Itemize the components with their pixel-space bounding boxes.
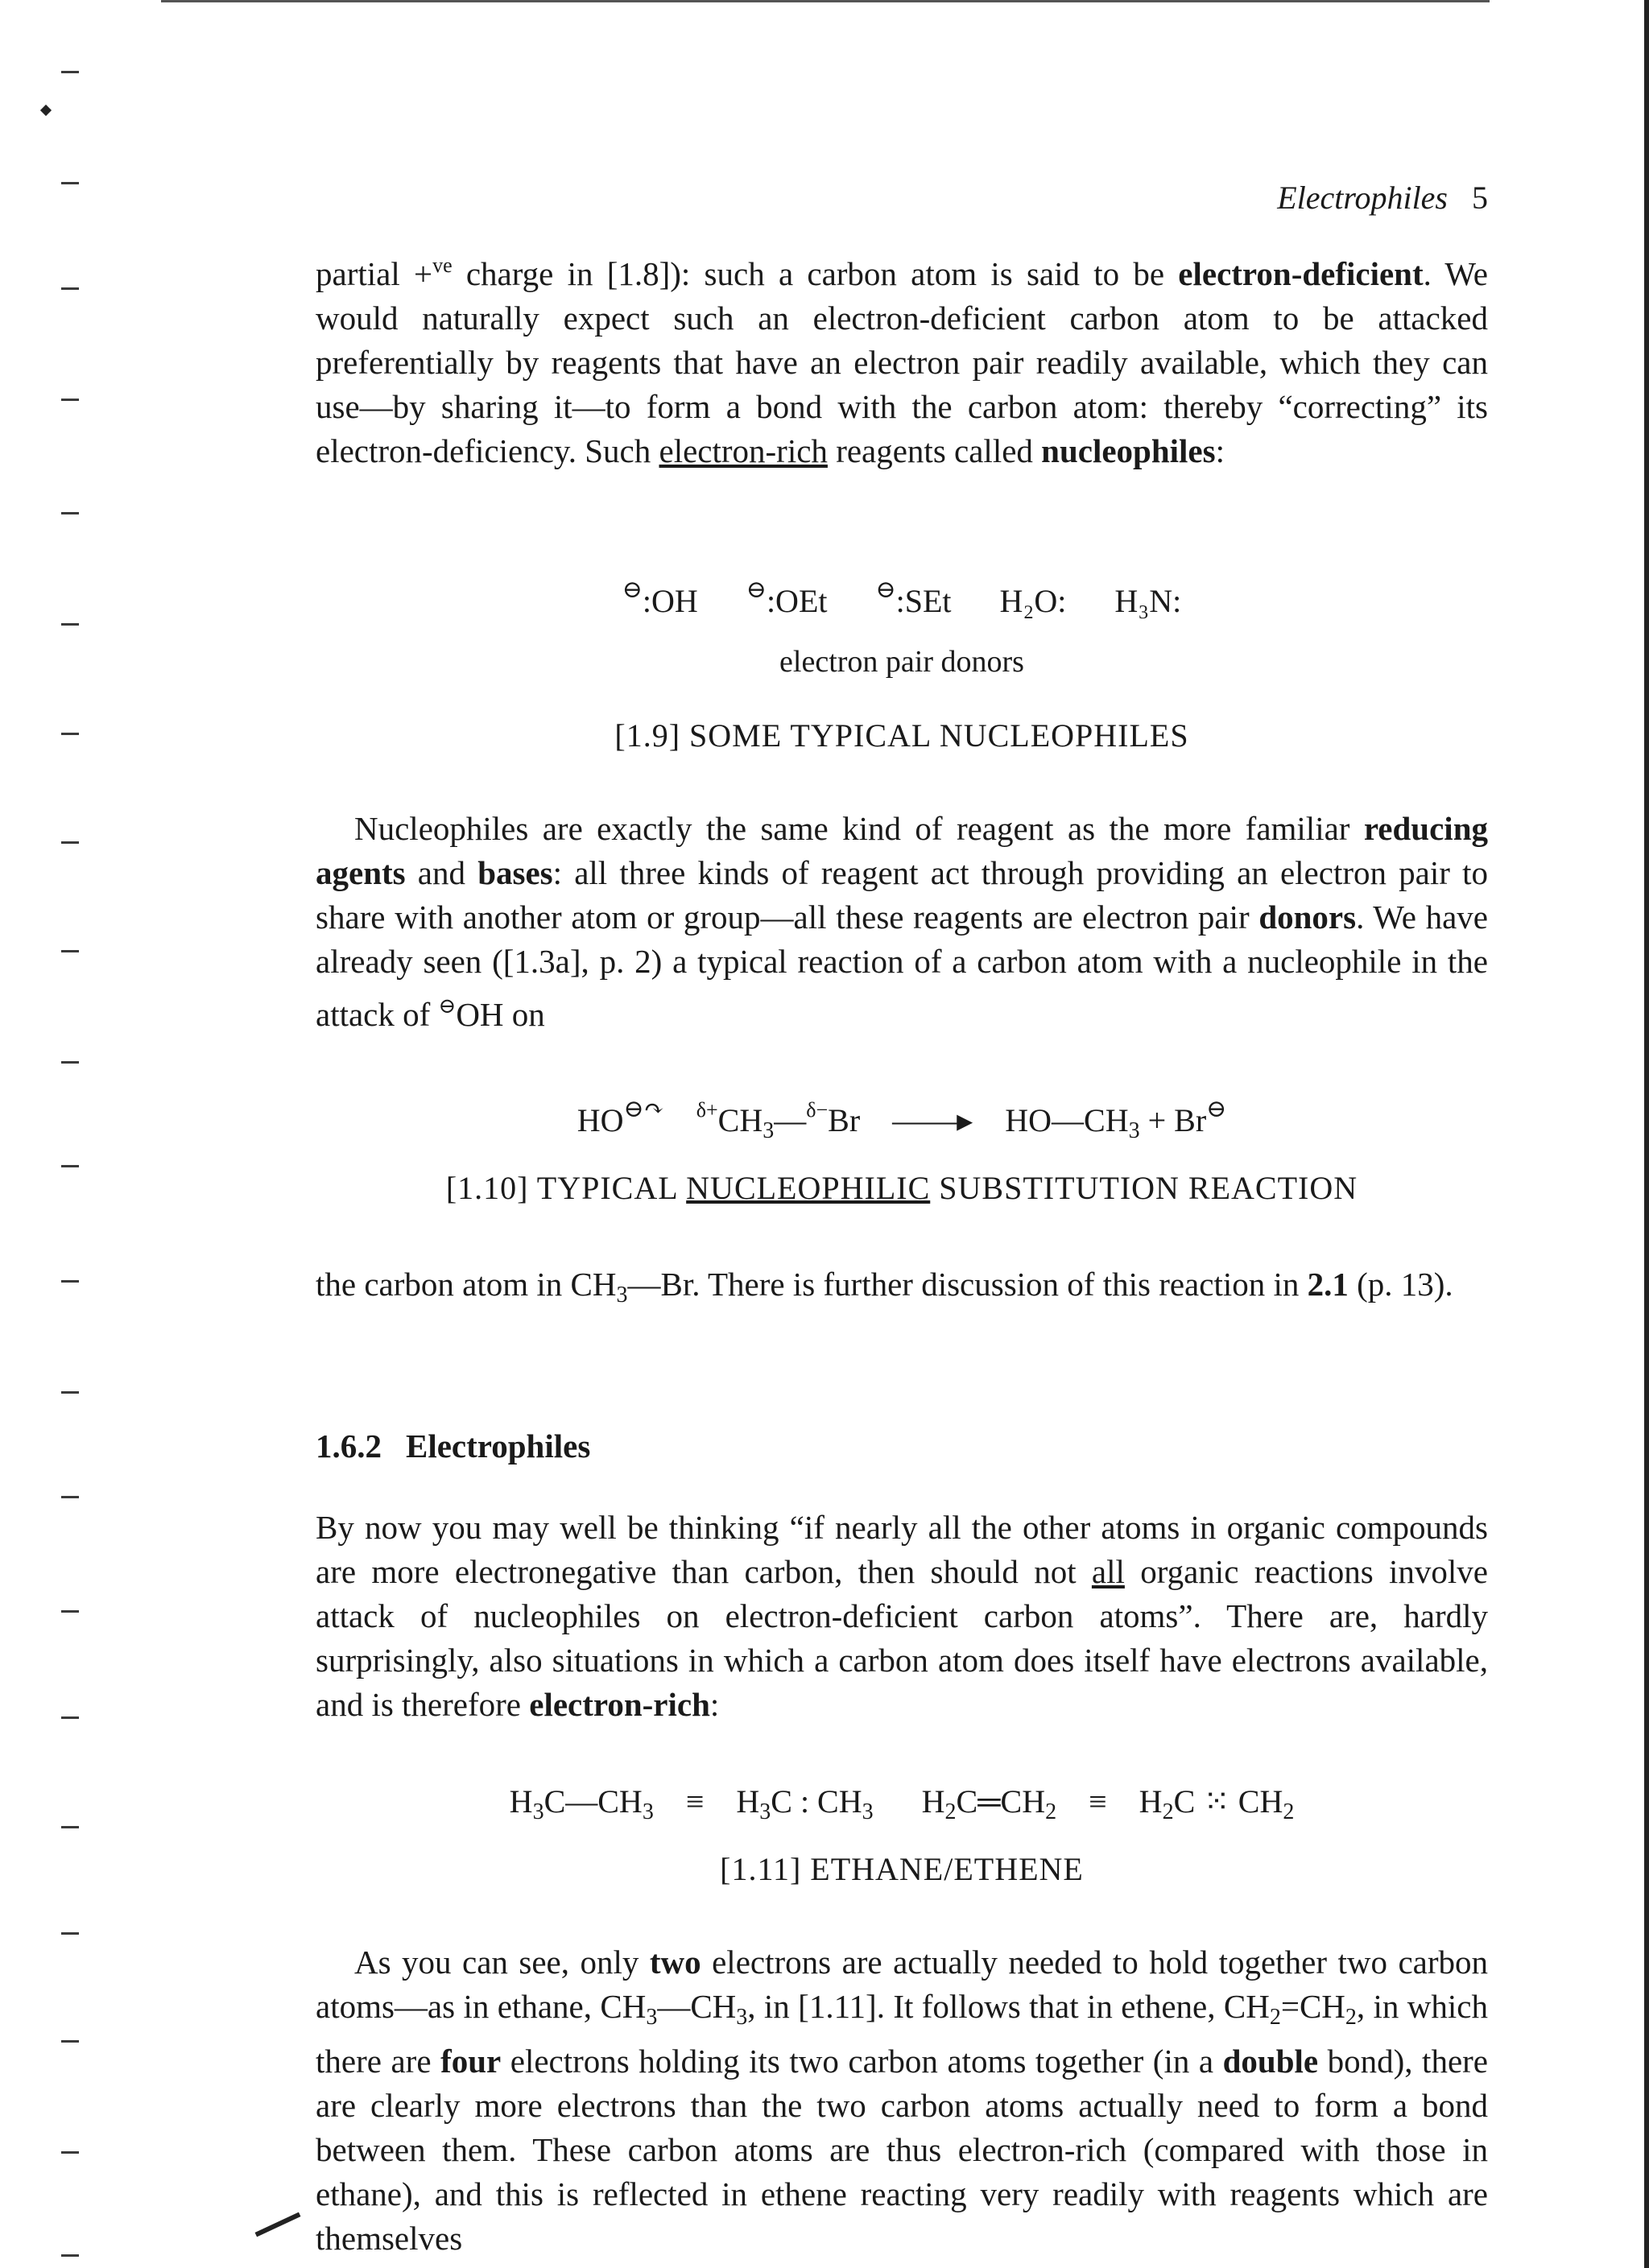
formula-ethene: C═CH bbox=[956, 1783, 1046, 1820]
caption-text: SUBSTITUTION REACTION bbox=[930, 1170, 1358, 1206]
subscript: 3 bbox=[1128, 1118, 1140, 1143]
negative-charge-icon: ⊖ bbox=[623, 1096, 644, 1122]
text-run: reagents called bbox=[827, 432, 1042, 469]
scan-edge-mark bbox=[61, 841, 79, 844]
scan-edge-mark bbox=[61, 2040, 79, 2043]
formula-water: H₂O: bbox=[999, 583, 1067, 619]
reactant-hydroxide: HO bbox=[577, 1102, 624, 1138]
subscript: 3 bbox=[736, 2005, 748, 2030]
scan-edge-mark bbox=[61, 1391, 79, 1394]
equivalence-icon: ≡ bbox=[685, 1783, 705, 1820]
subscript: 3 bbox=[759, 1799, 771, 1824]
reactant-methyl: CH bbox=[717, 1102, 763, 1138]
formula-ethane: H bbox=[509, 1783, 533, 1820]
text-run: =CH bbox=[1280, 1988, 1345, 2025]
caption-text: [1.10] TYPICAL bbox=[445, 1170, 687, 1206]
formula-hydroxide: :OH bbox=[642, 583, 698, 619]
text-run: : all three kinds of reagent act through providing an electron pair to share with another atom or group—all these reagents are electron pair bbox=[316, 854, 1489, 936]
scan-edge-mark bbox=[61, 1932, 79, 1935]
negative-charge-icon: ⊖ bbox=[1206, 1096, 1227, 1122]
scan-edge-mark bbox=[61, 1826, 79, 1828]
scan-edge-mark bbox=[61, 1496, 79, 1498]
scan-edge-mark bbox=[61, 1610, 79, 1613]
term-donors: donors bbox=[1258, 899, 1357, 936]
formula-ethoxide: :OEt bbox=[766, 583, 828, 619]
reaction-arrow-icon: ——▸ bbox=[892, 1102, 973, 1138]
bond-dash: — bbox=[774, 1102, 807, 1138]
text-run: —CH bbox=[657, 1988, 737, 2025]
negative-charge-icon: ⊖ bbox=[746, 576, 767, 603]
formula-ethanethiolate: :SEt bbox=[895, 583, 952, 619]
term-bases: bases bbox=[477, 854, 553, 891]
text-run: charge in [1.8]): such a carbon atom is said to be bbox=[452, 255, 1179, 292]
text-run: electrons are actually needed to hold together two carbon atoms—as in ethane, CH bbox=[316, 1944, 1488, 2025]
caption-underlined: NUCLEOPHILIC bbox=[686, 1170, 931, 1206]
product-methanol: HO—CH bbox=[1005, 1102, 1129, 1138]
paragraph-ethene bbox=[316, 1940, 1488, 2261]
substitution-equation bbox=[316, 1095, 1488, 1144]
scan-edge-mark bbox=[61, 1280, 79, 1283]
running-head-title: Electrophiles bbox=[1277, 180, 1448, 216]
text-run: : bbox=[1215, 432, 1225, 469]
text-run: and bbox=[405, 854, 478, 891]
scan-edge-mark bbox=[61, 71, 79, 73]
formula-ethene-dot: H bbox=[1139, 1783, 1163, 1820]
scan-edge-mark bbox=[61, 512, 79, 514]
underlined-electron-rich: electron-rich bbox=[659, 432, 828, 469]
text-run: , in [1.11]. It follows that in ethene, CH bbox=[747, 1988, 1270, 2025]
paragraph-electron-deficient bbox=[316, 243, 1488, 473]
formula-ethene: H bbox=[921, 1783, 945, 1820]
pen-stroke-mark bbox=[255, 2212, 301, 2237]
text-run: the carbon atom in CH bbox=[316, 1266, 617, 1303]
text-run: bond), there are clearly more electrons than the two carbon atoms actually need to form a bond between them. These carbon atoms are thus electron-rich (compared with those in ethane), and this is reflected in ethene reacting very readily with reagents which are themselves bbox=[316, 2043, 1488, 2257]
subscript: 3 bbox=[646, 2005, 658, 2030]
negative-charge-icon: ⊖ bbox=[875, 576, 896, 603]
text-run: partial + bbox=[316, 255, 433, 292]
section-title: Electrophiles bbox=[406, 1427, 591, 1464]
nucleophile-sublabel: electron pair donors bbox=[779, 645, 1024, 679]
product-bromide: + Br bbox=[1139, 1102, 1207, 1138]
subscript: 2 bbox=[1345, 2005, 1357, 2030]
figure-caption-1-9: [1.9] SOME TYPICAL NUCLEOPHILES bbox=[614, 717, 1189, 754]
section-heading bbox=[316, 1427, 590, 1465]
term-electron-rich: electron-rich bbox=[529, 1686, 710, 1723]
scan-edge-mark bbox=[61, 287, 79, 290]
reactant-bromine: Br bbox=[828, 1102, 861, 1138]
text-run: By now you may well be thinking “if nearly all the other atoms in organic compounds are more electronegative than carbon, then should not bbox=[316, 1509, 1488, 1590]
term-two: two bbox=[649, 1944, 701, 1981]
paragraph-nucleophiles bbox=[316, 807, 1488, 1037]
term-double: double bbox=[1222, 2043, 1319, 2080]
term-nucleophiles: nucleophiles bbox=[1041, 432, 1216, 469]
text-run: electrons holding its two carbon atoms together (in a bbox=[501, 2043, 1223, 2080]
ethane-ethene-formulas bbox=[316, 1783, 1488, 1825]
formula-ethane-dot: H bbox=[736, 1783, 760, 1820]
scan-edge-mark bbox=[61, 950, 79, 952]
subscript: 3 bbox=[862, 1799, 874, 1824]
superscript-ve: ve bbox=[432, 254, 453, 277]
curly-arrow-icon: ↷ bbox=[643, 1096, 664, 1122]
delta-plus-label: δ+ bbox=[696, 1098, 718, 1122]
scan-edge-mark bbox=[61, 2151, 79, 2154]
formula-ethane-dot: C : CH bbox=[771, 1783, 862, 1820]
formula-ethene-dot: C ⁙ CH bbox=[1173, 1783, 1283, 1820]
subscript: 3 bbox=[616, 1283, 628, 1308]
paragraph-electron-rich bbox=[316, 1506, 1488, 1727]
subscript: 3 bbox=[763, 1118, 775, 1143]
subscript: 3 bbox=[642, 1799, 654, 1824]
scan-edge-dot bbox=[40, 105, 52, 116]
text-run: —Br. There is further discussion of this reaction in bbox=[627, 1266, 1308, 1303]
subscript: 3 bbox=[532, 1799, 544, 1824]
equivalence-icon: ≡ bbox=[1089, 1783, 1107, 1820]
scan-edge-mark bbox=[61, 623, 79, 626]
scan-edge-mark bbox=[61, 2254, 79, 2257]
scan-edge-mark bbox=[61, 1716, 79, 1719]
text-run: . We would naturally expect such an electron-deficient carbon atom to be attacked preferentially by reagents that have an electron pair readily available, which they can use—by sharing it—to form a bond with the carbon atom: thereby “correcting” its electron-deficiency. Such bbox=[316, 255, 1488, 469]
negative-charge-icon: ⊖ bbox=[622, 576, 643, 603]
figure-caption-1-11: [1.11] ETHANE/ETHENE bbox=[720, 1851, 1084, 1887]
scan-edge-mark bbox=[61, 182, 79, 184]
underlined-all: all bbox=[1091, 1553, 1125, 1590]
scan-top-rule bbox=[161, 0, 1490, 2]
formula-ethane: C—CH bbox=[543, 1783, 643, 1820]
text-run: . We have already seen ([1.3a], p. 2) a typical reaction of a carbon atom with a nucleophile in the attack of bbox=[316, 899, 1488, 1033]
term-four: four bbox=[440, 2043, 502, 2080]
text-run: As you can see, only bbox=[354, 1944, 650, 1981]
text-run: Nucleophiles are exactly the same kind of reagent as the more familiar bbox=[354, 810, 1364, 847]
subscript: 2 bbox=[944, 1799, 957, 1824]
subscript: 2 bbox=[1162, 1799, 1174, 1824]
subscript: 2 bbox=[1045, 1799, 1057, 1824]
section-reference: 2.1 bbox=[1307, 1266, 1349, 1303]
nucleophile-formulas bbox=[316, 576, 1488, 620]
delta-minus-label: δ− bbox=[806, 1098, 829, 1122]
text-run: : bbox=[709, 1686, 720, 1723]
text-run: OH on bbox=[456, 996, 545, 1033]
formula-ammonia: H₃N: bbox=[1114, 583, 1182, 619]
term-electron-deficient: electron-deficient bbox=[1178, 255, 1424, 292]
page-number: 5 bbox=[1472, 180, 1488, 216]
running-head bbox=[1277, 179, 1488, 217]
text-run: (p. 13). bbox=[1348, 1266, 1453, 1303]
section-number: 1.6.2 bbox=[316, 1427, 382, 1464]
subscript: 2 bbox=[1269, 2005, 1281, 2030]
scan-right-edge bbox=[1644, 0, 1649, 2268]
scan-edge-mark bbox=[61, 1061, 79, 1064]
scan-edge-mark bbox=[61, 1165, 79, 1167]
scan-edge-mark bbox=[61, 399, 79, 401]
text-run: , in which there are bbox=[316, 1988, 1488, 2080]
paragraph-ch3br bbox=[316, 1262, 1488, 1317]
figure-caption-1-10 bbox=[316, 1169, 1488, 1207]
negative-charge-icon: ⊖ bbox=[438, 994, 457, 1018]
scan-edge-mark bbox=[61, 733, 79, 735]
text-run: organic reactions involve attack of nucleophiles on electron-deficient carbon atoms”. There are, hardly surprisingly, also situations in which a carbon atom does itself have electrons available, and is therefore bbox=[316, 1553, 1488, 1723]
subscript: 2 bbox=[1283, 1799, 1295, 1824]
term-reducing-agents: reducing agents bbox=[316, 810, 1488, 891]
